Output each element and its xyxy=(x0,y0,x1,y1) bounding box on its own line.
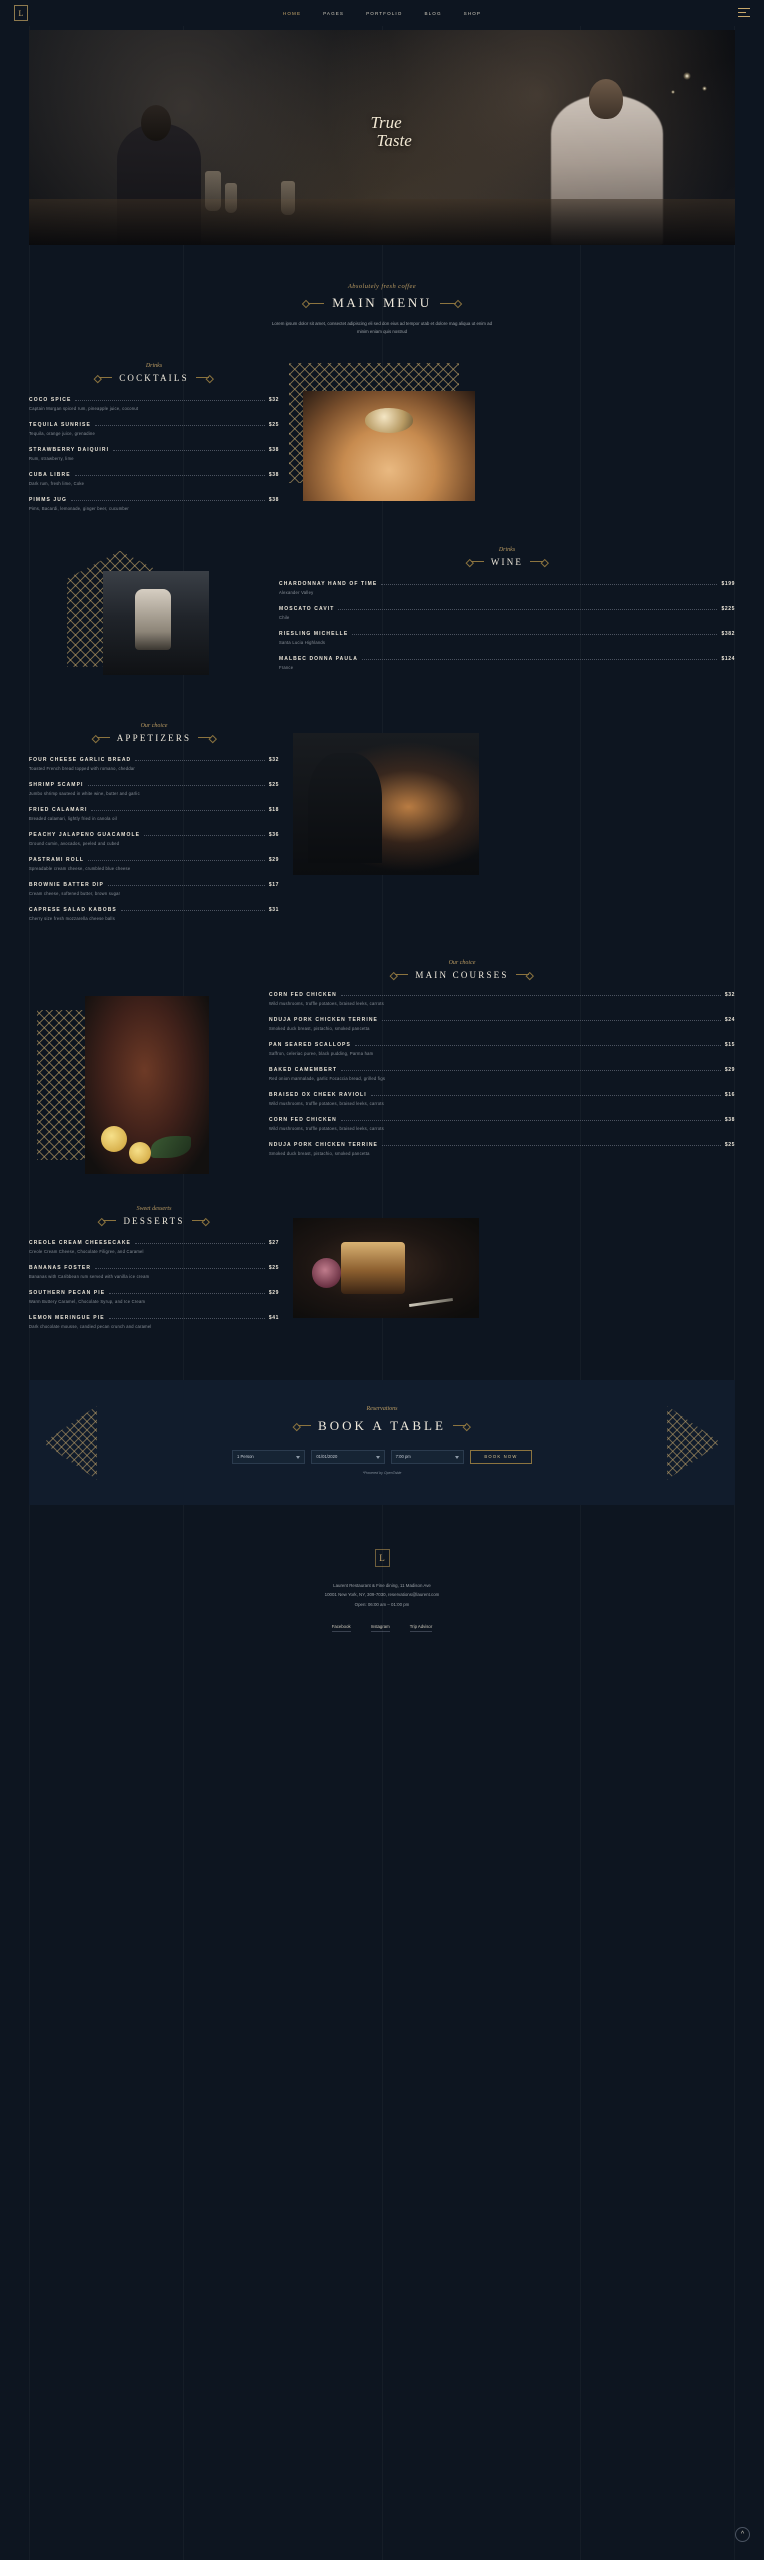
item-name: BROWNIE BATTER DIP xyxy=(29,881,104,888)
scroll-to-top-button[interactable]: ^ xyxy=(735,2527,750,2542)
item-price: $38 xyxy=(268,471,279,478)
leader-dots xyxy=(75,400,264,401)
item-description: Santa Lucia Highlands xyxy=(279,639,326,645)
chevron-down-icon xyxy=(455,1456,459,1459)
ornament-right-icon xyxy=(196,377,209,378)
item-description: Chile xyxy=(279,614,290,620)
item-price: $15 xyxy=(724,1041,735,1048)
hero-glass-icon xyxy=(225,183,237,213)
item-price: $38 xyxy=(724,1116,735,1123)
ornament-left-icon xyxy=(395,974,408,975)
ornament-right-icon xyxy=(530,561,543,562)
nav-item-pages[interactable]: PAGES xyxy=(323,10,345,16)
leader-dots xyxy=(121,910,265,911)
list-item[interactable] xyxy=(279,631,735,645)
footer-contact: 10001 New York, NY, 309-7030, reservations@laurent.com xyxy=(324,1592,440,1598)
ornament-left-icon xyxy=(97,737,110,738)
item-price: $25 xyxy=(724,1141,735,1148)
cocktails-list xyxy=(29,397,279,511)
hero-headline-line2: Taste xyxy=(376,130,412,150)
item-price: $36 xyxy=(268,831,279,838)
item-description: Ground cumin, avocados, peeled and cubed xyxy=(29,840,120,846)
reservation-form xyxy=(232,1450,532,1464)
item-description: Creole Cream Cheese, Chocolate Filigree, and Caramel xyxy=(29,1248,144,1254)
ornament-right-icon xyxy=(453,1425,466,1426)
cocktail-photo xyxy=(303,391,475,501)
item-description: Captain Morgan spiced rum, pineapple juice, coconut xyxy=(29,405,139,411)
item-description: France xyxy=(279,664,294,670)
item-name: CORN FED CHICKEN xyxy=(269,1116,337,1123)
list-item[interactable] xyxy=(269,1067,735,1081)
leader-dots xyxy=(135,1243,265,1244)
reservation-title: BOOK A TABLE xyxy=(318,1417,446,1433)
reservation-kicker: Reservations xyxy=(366,1405,398,1412)
time-value: 7:00 pm xyxy=(395,1454,411,1460)
list-item[interactable] xyxy=(29,757,279,771)
item-name: PASTRAMI ROLL xyxy=(29,856,85,863)
nav-item-shop[interactable]: SHOP xyxy=(463,10,482,16)
leader-dots xyxy=(108,885,265,886)
item-name: RIESLING MICHELLE xyxy=(279,630,349,637)
wine-section xyxy=(0,547,764,697)
ornament-left-icon xyxy=(308,303,324,304)
item-price: $31 xyxy=(268,906,279,913)
main-menu-lead: Lorem ipsum dolor sit amet, consectet adipiscing eli sed don eius ad tempor utab et dolore mag aliqua ut enim ad minim eniam quis nostrud xyxy=(271,321,493,335)
item-price: $225 xyxy=(721,605,735,612)
leader-dots xyxy=(95,425,265,426)
hamburger-icon[interactable] xyxy=(738,8,750,20)
item-price: $124 xyxy=(721,655,735,662)
item-price: $25 xyxy=(268,781,279,788)
cocktails-section xyxy=(0,363,764,523)
leader-dots xyxy=(71,500,265,501)
appetizers-section xyxy=(0,723,764,932)
appetizers-title: APPETIZERS xyxy=(116,732,192,743)
leader-dots xyxy=(352,634,717,635)
item-price: $27 xyxy=(268,1239,279,1246)
leader-dots xyxy=(381,584,717,585)
chef-plating-photo xyxy=(293,733,479,875)
item-description: Rum, strawberry, lime xyxy=(29,455,74,461)
ornament-left-icon xyxy=(298,1425,311,1426)
item-description: Alexander Valley xyxy=(279,589,314,595)
desserts-title: DESSERTS xyxy=(123,1215,185,1226)
item-name: CREOLE CREAM CHEESECAKE xyxy=(29,1239,131,1246)
item-description: Jumbo shrimp sauteed in white wine, butter and garlic xyxy=(29,790,140,796)
chevron-down-icon xyxy=(376,1456,380,1459)
list-item[interactable] xyxy=(269,1142,735,1156)
list-item[interactable] xyxy=(29,397,279,411)
leader-dots xyxy=(95,1268,265,1269)
item-price: $25 xyxy=(268,1264,279,1271)
footer-link-instagram[interactable]: Instagram xyxy=(371,1624,390,1632)
cake-slice-icon xyxy=(341,1242,404,1294)
ornament-left-icon xyxy=(103,1220,116,1221)
item-price: $24 xyxy=(724,1016,735,1023)
leader-dots xyxy=(382,1145,721,1146)
cocktails-kicker: Drinks xyxy=(145,362,163,369)
item-price: $199 xyxy=(721,580,735,587)
item-description: Wild mushrooms, truffle potatoes, braised leeks, carrots xyxy=(269,1125,384,1131)
item-name: CUBA LIBRE xyxy=(29,471,71,478)
item-price: $41 xyxy=(268,1314,279,1321)
footer-hours: Open: 06:00 am – 01:00 pm xyxy=(354,1602,410,1608)
hero-figure-man-head xyxy=(589,79,623,119)
appetizers-header xyxy=(29,723,279,743)
item-description: Toasted French bread topped with romano, cheddar xyxy=(29,765,135,771)
main-menu-header xyxy=(0,283,764,337)
item-name: BAKED CAMEMBERT xyxy=(269,1066,338,1073)
appetizers-kicker: Our choice xyxy=(140,722,168,729)
item-description: Saffron, celeriac puree, black pudding, Parma ham xyxy=(269,1050,374,1056)
item-description: Breaded calamari, lightly fried in canola oil xyxy=(29,815,117,821)
item-description: Cherry size fresh mozzarella cheese balls xyxy=(29,915,116,921)
list-item[interactable] xyxy=(29,832,279,846)
item-name: LEMON MERINGUE PIE xyxy=(29,1314,105,1321)
item-name: MALBEC DONNA PAULA xyxy=(279,655,358,662)
desserts-header xyxy=(29,1206,279,1226)
item-price: $32 xyxy=(724,991,735,998)
leader-dots xyxy=(341,1120,721,1121)
item-description: Spreadable cream cheese, crumbled blue cheese xyxy=(29,865,131,871)
item-description: Red onion marmalade, garlic Focaccia bread, grilled figs xyxy=(269,1075,386,1081)
list-item[interactable] xyxy=(279,656,735,670)
item-price: $38 xyxy=(268,446,279,453)
item-name: SHRIMP SCAMPI xyxy=(29,781,84,788)
main-courses-kicker: Our choice xyxy=(448,959,476,966)
item-price: $29 xyxy=(268,1289,279,1296)
list-item[interactable] xyxy=(279,606,735,620)
item-price: $16 xyxy=(724,1091,735,1098)
item-description: Pims, Bacardi, lemonade, ginger beer, cucumber xyxy=(29,505,130,511)
item-name: TEQUILA SUNRISE xyxy=(29,421,91,428)
item-description: Wild mushrooms, truffle potatoes, braised leeks, carrots xyxy=(269,1000,384,1006)
wine-pour-photo xyxy=(103,571,209,675)
list-item[interactable] xyxy=(29,1315,279,1329)
leader-dots xyxy=(109,1293,265,1294)
item-price: $32 xyxy=(268,756,279,763)
leaf-garnish-icon xyxy=(151,1136,191,1158)
date-input[interactable] xyxy=(311,1450,384,1464)
leader-dots xyxy=(135,760,265,761)
wine-kicker: Drinks xyxy=(498,546,516,553)
footer-link-tripadvisor[interactable]: Trip Advisor xyxy=(410,1624,433,1632)
main-courses-list xyxy=(269,992,735,1156)
nav-item-blog[interactable]: BLOG xyxy=(424,10,442,16)
reservation-panel xyxy=(29,1380,735,1505)
ornament-left-icon xyxy=(99,377,112,378)
list-item[interactable] xyxy=(29,782,279,796)
item-description: Warm Buttery Caramel, Chocolate Syrup, and Ice Cream xyxy=(29,1298,146,1304)
guests-value: 1 Person xyxy=(237,1454,254,1460)
main-course-photo xyxy=(85,996,209,1174)
item-name: SOUTHERN PECAN PIE xyxy=(29,1289,106,1296)
list-item[interactable] xyxy=(29,497,279,511)
wine-list xyxy=(279,581,735,670)
item-price: $32 xyxy=(268,396,279,403)
hero-headline-line1: True xyxy=(370,113,402,132)
bokeh-light-icon xyxy=(683,72,691,80)
leader-dots xyxy=(91,810,264,811)
hero-glass-icon xyxy=(205,171,221,211)
nav-item-home[interactable]: HOME xyxy=(282,10,302,16)
date-value: 01/01/2020 xyxy=(316,1454,338,1460)
powered-by-note: *Powered by OpenTable xyxy=(362,1470,402,1475)
footer-social-links xyxy=(0,1624,764,1632)
reservation-header xyxy=(29,1406,735,1434)
leader-dots xyxy=(144,835,265,836)
item-name: CHARDONNAY HAND OF TIME xyxy=(279,580,378,587)
bokeh-light-icon xyxy=(671,90,675,94)
list-item[interactable] xyxy=(29,422,279,436)
top-navbar xyxy=(0,0,764,26)
leader-dots xyxy=(75,475,265,476)
leader-dots xyxy=(382,1020,721,1021)
list-item[interactable] xyxy=(29,1240,279,1254)
leader-dots xyxy=(88,860,265,861)
list-item[interactable] xyxy=(269,1092,735,1106)
item-price: $18 xyxy=(268,806,279,813)
item-price: $25 xyxy=(268,421,279,428)
item-description: Dark rum, fresh lime, Coke xyxy=(29,480,85,486)
list-item[interactable] xyxy=(29,907,279,921)
lemon-garnish-icon xyxy=(129,1142,151,1164)
leader-dots xyxy=(88,785,265,786)
page-title: MAIN MENU xyxy=(332,295,432,310)
bokeh-light-icon xyxy=(702,86,707,91)
list-item[interactable] xyxy=(269,1017,735,1031)
hero-glass-icon xyxy=(281,181,295,215)
dessert-photo xyxy=(293,1218,479,1318)
cocktails-header xyxy=(29,363,279,383)
item-name: MOSCATO CAVIT xyxy=(279,605,335,612)
leader-dots xyxy=(341,995,721,996)
item-name: PAN SEARED SCALLOPS xyxy=(269,1041,351,1048)
item-name: NDUJA PORK CHICKEN TERRINE xyxy=(269,1016,378,1023)
item-name: CAPRESE SALAD KABOBS xyxy=(29,906,117,913)
hero-banner xyxy=(29,30,735,245)
footer-logo[interactable]: L xyxy=(375,1549,390,1567)
ornament-left-icon xyxy=(471,561,484,562)
book-now-button[interactable]: BOOK NOW xyxy=(470,1450,532,1464)
wine-header xyxy=(279,547,735,567)
item-name: PEACHY JALAPENO GUACAMOLE xyxy=(29,831,141,838)
item-name: NDUJA PORK CHICKEN TERRINE xyxy=(269,1141,378,1148)
list-item[interactable] xyxy=(269,1042,735,1056)
main-menu-kicker: Absolutely fresh coffee xyxy=(347,283,417,290)
list-item[interactable] xyxy=(29,1290,279,1304)
item-description: Wild mushrooms, truffle potatoes, braised leeks, carrots xyxy=(269,1100,384,1106)
list-item[interactable] xyxy=(29,472,279,486)
item-name: COCO SPICE xyxy=(29,396,72,403)
ornament-right-icon xyxy=(440,303,456,304)
guests-select[interactable] xyxy=(232,1450,305,1464)
desserts-list xyxy=(29,1240,279,1329)
list-item[interactable] xyxy=(269,1117,735,1131)
list-item[interactable] xyxy=(279,581,735,595)
item-description: Tequila, orange juice, grenadine xyxy=(29,430,96,436)
fork-icon xyxy=(409,1298,453,1307)
item-name: STRAWBERRY DAIQUIRI xyxy=(29,446,110,453)
item-price: $29 xyxy=(268,856,279,863)
leader-dots xyxy=(362,659,718,660)
nav-item-portfolio[interactable]: PORTFOLIO xyxy=(366,10,403,16)
main-courses-header xyxy=(160,960,764,980)
fig-fruit-icon xyxy=(312,1258,342,1288)
hero-figure-woman-head xyxy=(141,105,171,141)
site-footer xyxy=(0,1549,764,1668)
item-name: FRIED CALAMARI xyxy=(29,806,88,813)
item-description: Smoked duck breast, pistachio, smoked pancetta xyxy=(269,1150,370,1156)
list-item[interactable] xyxy=(29,857,279,871)
item-name: BRAISED OX CHEEK RAVIOLI xyxy=(269,1091,367,1098)
item-name: BANANAS FOSTER xyxy=(29,1264,92,1271)
item-name: FOUR CHEESE GARLIC BREAD xyxy=(29,756,132,763)
primary-nav xyxy=(283,11,481,16)
item-description: Smoked duck breast, pistachio, smoked pancetta xyxy=(269,1025,370,1031)
footer-link-facebook[interactable]: Facebook xyxy=(332,1624,351,1632)
ornament-right-icon xyxy=(516,974,529,975)
item-price: $29 xyxy=(724,1066,735,1073)
leader-dots xyxy=(338,609,717,610)
item-description: Cream cheese, softened butter, brown sugar xyxy=(29,890,121,896)
ornament-right-icon xyxy=(198,737,211,738)
main-courses-section xyxy=(0,960,764,1182)
list-item[interactable] xyxy=(29,1265,279,1279)
desserts-kicker: Sweet desserts xyxy=(136,1205,172,1212)
lemon-garnish-icon xyxy=(101,1126,127,1152)
item-price: $382 xyxy=(721,630,735,637)
item-description: Dark chocolate mousse, candied pecan crunch and caramel xyxy=(29,1323,152,1329)
leader-dots xyxy=(355,1045,721,1046)
hero-table-foreground xyxy=(29,199,735,245)
leader-dots xyxy=(341,1070,721,1071)
leader-dots xyxy=(371,1095,721,1096)
cocktails-title: COCKTAILS xyxy=(119,372,189,383)
leader-dots xyxy=(113,450,265,451)
leader-dots xyxy=(109,1318,265,1319)
list-item[interactable] xyxy=(269,992,735,1006)
item-price: $38 xyxy=(268,496,279,503)
appetizers-list xyxy=(29,757,279,921)
wine-title: WINE xyxy=(490,556,524,567)
footer-address: Laurent Restaurant & Fine dining, 11 Madison Ave xyxy=(333,1582,431,1588)
item-name: CORN FED CHICKEN xyxy=(269,991,337,998)
hero-headline xyxy=(360,114,411,150)
item-name: PIMMS JUG xyxy=(29,496,67,503)
desserts-section xyxy=(0,1206,764,1340)
ornament-right-icon xyxy=(192,1220,205,1221)
list-item[interactable] xyxy=(29,807,279,821)
item-price: $17 xyxy=(268,881,279,888)
time-select[interactable] xyxy=(391,1450,464,1464)
chevron-down-icon xyxy=(296,1456,300,1459)
list-item[interactable] xyxy=(29,882,279,896)
main-courses-title: MAIN COURSES xyxy=(415,969,509,980)
list-item[interactable] xyxy=(29,447,279,461)
item-description: Bananas with Caribbean rum served with vanilla ice cream xyxy=(29,1273,150,1279)
brand-logo[interactable]: L xyxy=(14,5,28,21)
